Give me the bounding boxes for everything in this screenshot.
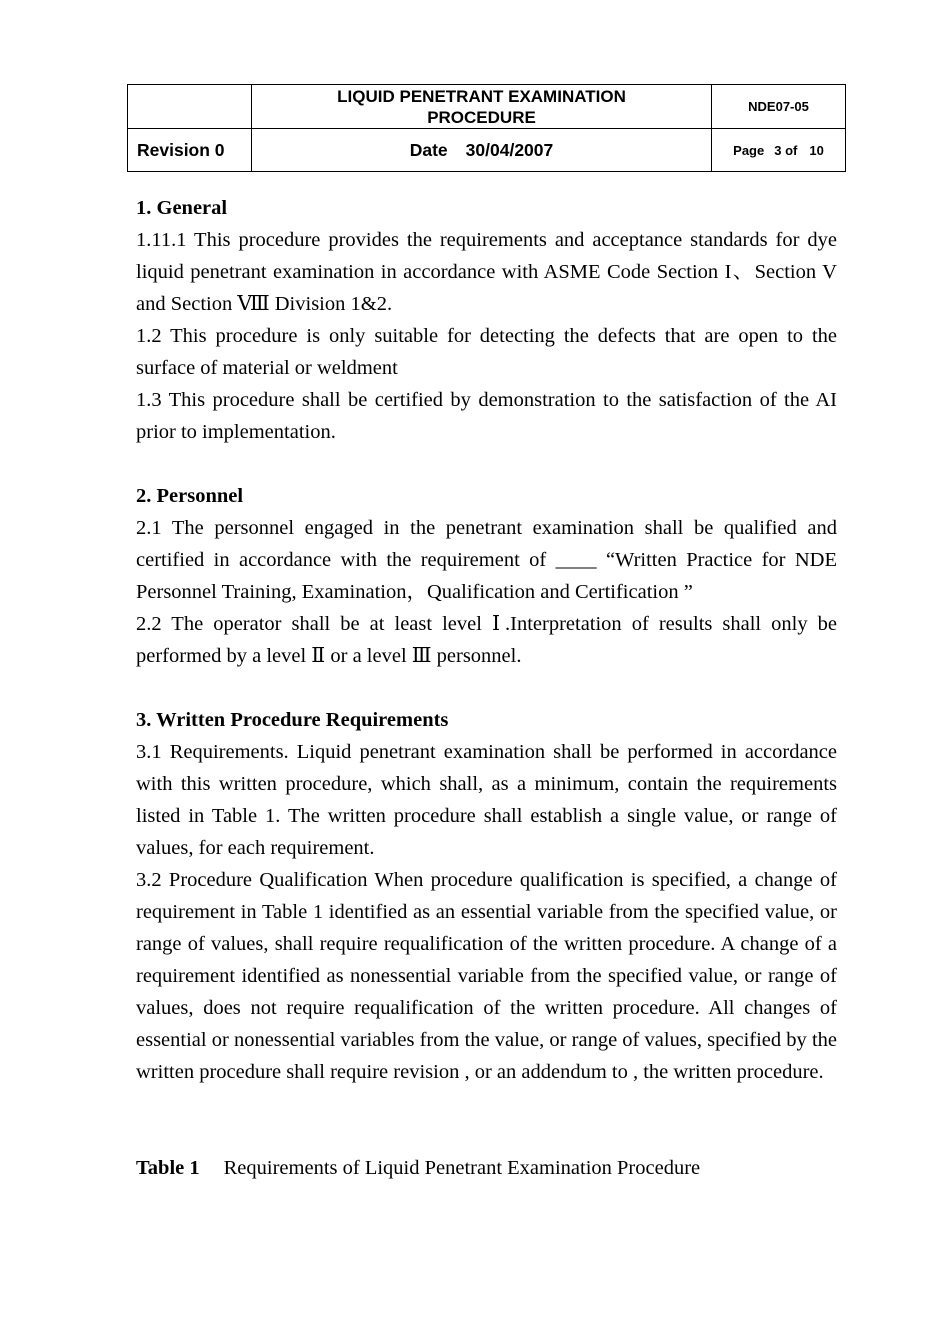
date-label: Date xyxy=(409,139,448,160)
table-caption xyxy=(136,1152,837,1184)
document-number: NDE07-05 xyxy=(748,98,809,114)
page-current: 3 of xyxy=(774,142,798,158)
section-2-paragraph-2: 2.2 The operator shall be at least level Ⅰ.Interpretation of results shall only be performed by a level Ⅱ or a level Ⅲ personnel. xyxy=(136,613,837,667)
section-1-heading: 1. General xyxy=(136,197,228,219)
section-3-paragraph-2: 3.2 Procedure Qualification When procedure qualification is specified, a change of requirement in Table 1 identified as an essential variable from the specified value, or range of values, shall require requalification of the written procedure. A change of a requirement identified as nonessential variable from the specified value, or range of values, does not require requalification of the written procedure. All changes of essential or nonessential variables from the value, or range of values, specified by the written procedure shall require revision , or an addendum to , the written procedure. xyxy=(136,869,837,1083)
date-value: 30/04/2007 xyxy=(465,139,554,160)
section-1-paragraph-2: 1.2 This procedure is only suitable for detecting the defects that are open to the surface of material or weldment xyxy=(136,325,837,379)
page-label: Page xyxy=(733,142,765,158)
section-3-paragraph-1: 3.1 Requirements. Liquid penetrant examination shall be performed in accordance with this written procedure, which shall, as a minimum, contain the requirements listed in Table 1. The written procedure shall establish a single value, or range of values, for each requirement. xyxy=(136,741,837,859)
section-2-heading: 2. Personnel xyxy=(136,485,244,507)
header-date-cell xyxy=(252,129,712,172)
page-total: 10 xyxy=(809,142,824,158)
table-caption-text: Requirements of Liquid Penetrant Examination Procedure xyxy=(223,1157,701,1179)
spacer xyxy=(136,1088,837,1152)
header-title-cell xyxy=(252,85,712,129)
spacer xyxy=(136,672,837,704)
header-page-cell xyxy=(712,129,846,172)
document-body xyxy=(136,192,837,1184)
section-1-paragraph-1: 1.11.1 This procedure provides the requirements and acceptance standards for dye liquid penetrant examination in accordance with ASME Code Section I、Section V and Section Ⅷ Division 1&2. xyxy=(136,229,837,315)
section-2-paragraph-1: 2.1 The personnel engaged in the penetrant examination shall be qualified and certified in accordance with the requirement of ____ “Written Practice for NDE Personnel Training, Examination，Qualification and Certification ” xyxy=(136,517,837,603)
header-logo-cell xyxy=(128,85,252,129)
section-3-heading: 3. Written Procedure Requirements xyxy=(136,709,449,731)
spacer xyxy=(136,448,837,480)
revision-label: Revision 0 xyxy=(128,129,252,172)
document-header-table xyxy=(127,84,846,172)
header-docno-cell xyxy=(712,85,846,129)
table-caption-label: Table 1 xyxy=(136,1157,200,1179)
section-1-paragraph-3: 1.3 This procedure shall be certified by demonstration to the satisfaction of the AI prior to implementation. xyxy=(136,389,837,443)
document-title: LIQUID PENETRANT EXAMINATION PROCEDURE xyxy=(337,86,626,127)
